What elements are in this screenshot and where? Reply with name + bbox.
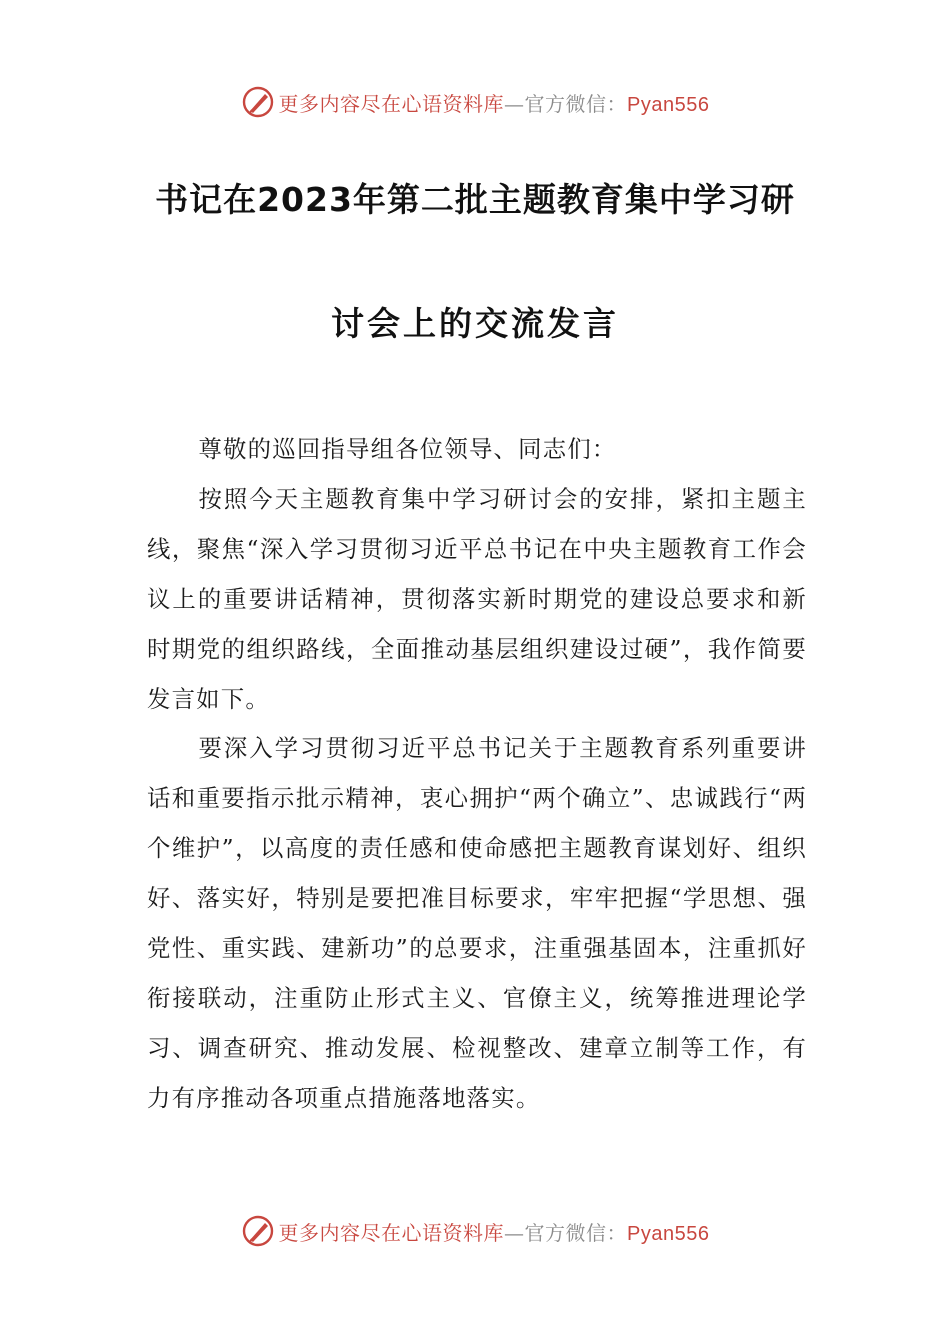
quill-pen-logo-icon xyxy=(241,1214,275,1248)
watermark-text xyxy=(279,88,710,117)
salutation: 尊敬的巡回指导组各位领导、同志们： xyxy=(198,435,617,463)
watermark-suffix: —官方微信： xyxy=(504,91,628,116)
watermark-header xyxy=(0,82,950,122)
document-title-line1: 书记在2023年第二批主题教育集中学习研 xyxy=(155,180,795,219)
document-title-line2: 讨会上的交流发言 xyxy=(331,304,619,343)
watermark-wechat-id: Pyan556 xyxy=(627,1222,710,1245)
quill-pen-logo-icon xyxy=(241,85,275,119)
watermark-main: 更多内容尽在心语资料库 xyxy=(278,1220,505,1245)
paragraph-2: 要深入学习贯彻习近平总书记关于主题教育系列重要讲话和重要指示批示精神，衷心拥护“两个确立”、忠诚践行“两个维护”，以高度的责任感和使命感把主题教育谋划好、组织好、落实好，特别是要把准目标要求，牢牢把握“学思想、强党性、重实践、建新功”的总要求，注重强基固本，注重抓好衔接联动，注重防止形式主义、官僚主义，统筹推进理论学习、调查研究、推动发展、检视整改、建章立制等工作，有力有序推动各项重点措施落地落实。 xyxy=(147,734,807,1112)
paragraph-1: 按照今天主题教育集中学习研讨会的安排，紧扣主题主线，聚焦“深入学习贯彻习近平总书记在中央主题教育工作会议上的重要讲话精神，贯彻落实新时期党的建设总要求和新时期党的组织路线，全面推动基层组织建设过硬”，我作简要发言如下。 xyxy=(147,484,807,713)
watermark-footer xyxy=(0,1211,950,1251)
watermark-text xyxy=(279,1217,710,1246)
watermark-wechat-id: Pyan556 xyxy=(627,93,710,116)
document-body xyxy=(147,425,807,1124)
watermark-main: 更多内容尽在心语资料库 xyxy=(278,91,505,116)
watermark-suffix: —官方微信： xyxy=(504,1220,628,1245)
